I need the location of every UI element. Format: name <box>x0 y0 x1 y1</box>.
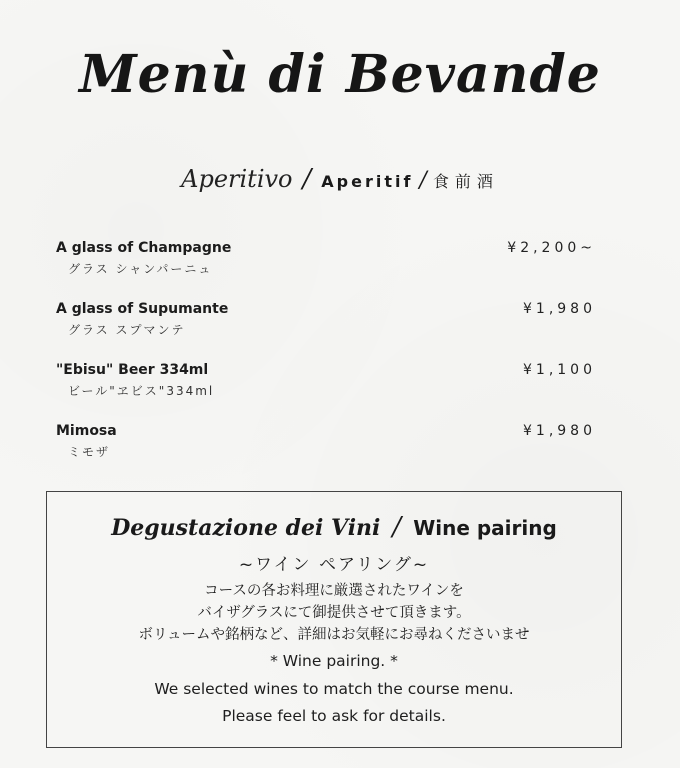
aperitif-heading-slash: / <box>302 164 312 194</box>
menu-item-champagne <box>56 240 596 301</box>
wine-pairing-text-en-2: Please feel to ask for details. <box>222 707 446 725</box>
wine-pairing-heading-english: Wine pairing <box>413 516 557 540</box>
wine-pairing-heading-italian: Degustazione dei Vini <box>111 515 381 541</box>
aperitif-item-list <box>56 240 596 484</box>
menu-item-name: A glass of Supumante <box>56 301 229 317</box>
aperitif-heading-italian: Aperitivo <box>181 165 293 193</box>
menu-item-name-japanese: グラス シャンパーニュ <box>68 262 213 276</box>
menu-item-name: Mimosa <box>56 423 117 439</box>
menu-item-name: "Ebisu" Beer 334ml <box>56 362 209 378</box>
wine-pairing-description <box>47 550 621 730</box>
wine-pairing-heading <box>47 512 621 542</box>
menu-item-ebisu-beer <box>56 362 596 423</box>
wine-pairing-box <box>46 491 622 748</box>
menu-title: Menù di Bevande <box>79 44 601 105</box>
menu-item-name: A glass of Champagne <box>56 240 232 256</box>
aperitif-heading-slash-2: / <box>419 168 427 193</box>
wine-pairing-text-jp-1: コースの各お料理に厳選されたワインを <box>204 583 464 599</box>
wine-pairing-heading-slash: / <box>392 512 402 542</box>
aperitif-heading-english: Aperitif <box>321 172 414 191</box>
wine-pairing-label-en: * Wine pairing. * <box>270 652 398 670</box>
wine-pairing-text-jp-2: バイザグラスにて御提供させて頂きます。 <box>197 605 471 621</box>
menu-item-spumante <box>56 301 596 362</box>
menu-item-mimosa <box>56 423 596 484</box>
aperitif-heading <box>0 164 680 194</box>
menu-item-price: ¥1,980 <box>523 423 596 439</box>
aperitif-heading-japanese: 食前酒 <box>432 172 499 191</box>
wine-pairing-text-jp-3: ボリュームや銘柄など、詳細はお気軽にお尋ねくださいませ <box>138 627 530 643</box>
wine-pairing-text-en-1: We selected wines to match the course menu. <box>154 680 514 698</box>
menu-item-price: ¥1,100 <box>523 362 596 378</box>
menu-item-name-japanese: ミモザ <box>68 445 111 459</box>
menu-item-name-japanese: グラス スプマンテ <box>68 323 186 337</box>
wine-pairing-subheading: ~ワイン ペアリング~ <box>238 555 430 575</box>
menu-item-price: ¥1,980 <box>523 301 596 317</box>
menu-item-name-japanese: ビール"ヱビス"334ml <box>68 384 215 398</box>
menu-item-price: ¥2,200~ <box>507 240 596 256</box>
